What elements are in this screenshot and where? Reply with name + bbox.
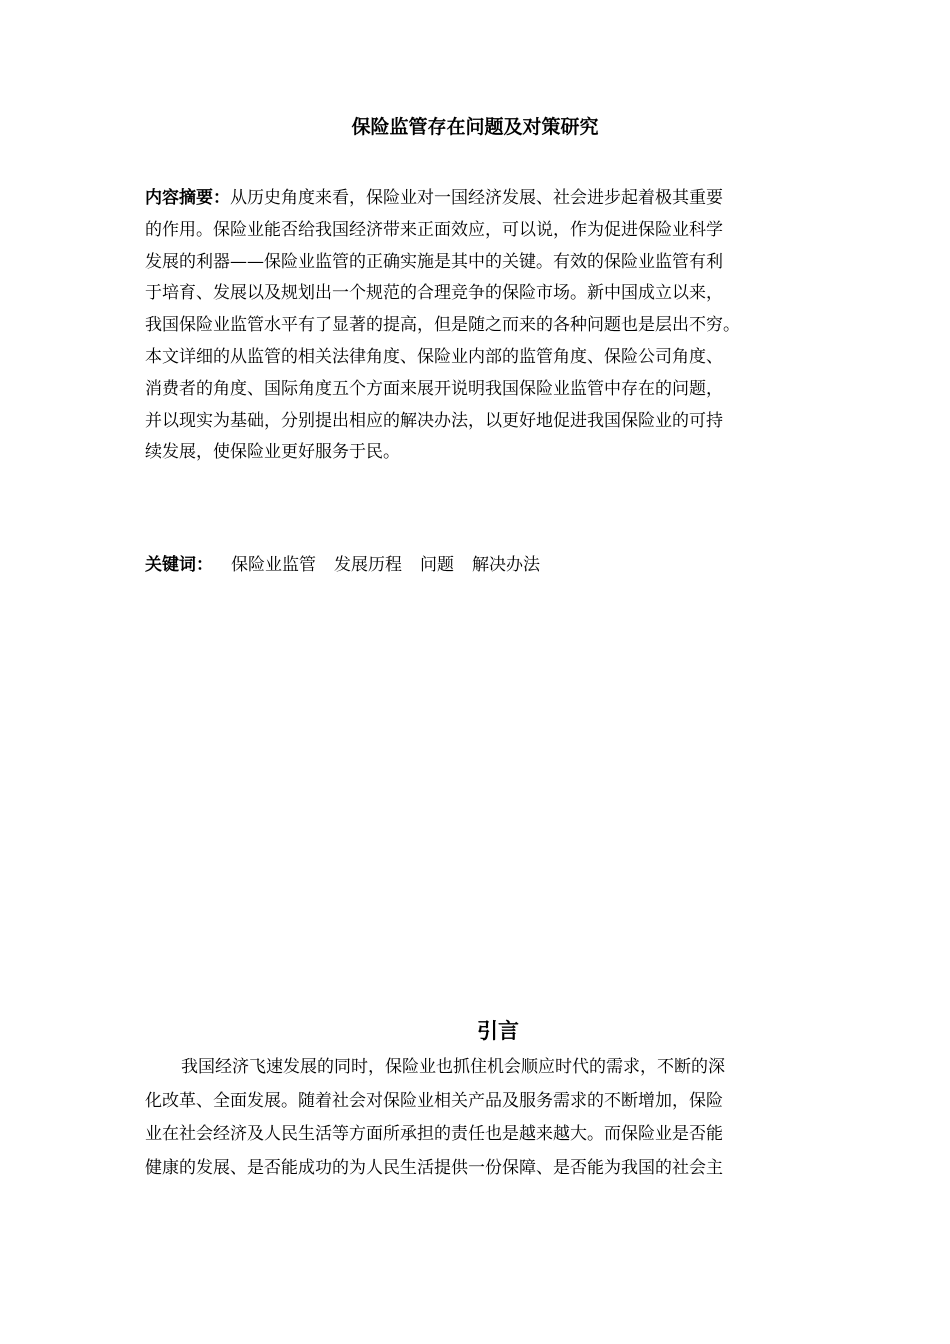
keyword: 问题: [420, 555, 454, 575]
abstract-text: 从历史角度来看，保险业对一国经济发展、社会进步起着极其重要: [230, 188, 723, 208]
introduction-line: 我国经济飞速发展的同时，保险业也抓住机会顺应时代的需求，不断的深: [181, 1057, 725, 1077]
abstract-line: 我国保险业监管水平有了显著的提高，但是随之而来的各种问题也是层出不穷。: [145, 315, 740, 336]
abstract-line: 续发展，使保险业更好服务于民。: [145, 442, 400, 463]
keywords-line: [145, 550, 809, 581]
abstract-line: 于培育、发展以及规划出一个规范的合理竞争的保险市场。新中国成立以来，: [145, 283, 723, 304]
abstract-line: 发展的利器——保险业监管的正确实施是其中的关键。有效的保险业监管有利: [145, 251, 723, 272]
abstract-line: 本文详细的从监管的相关法律角度、保险业内部的监管角度、保险公司角度、: [145, 346, 723, 367]
introduction-paragraph: [145, 1051, 809, 1185]
abstract-line: [145, 183, 809, 215]
abstract-line: 消费者的角度、国际角度五个方面来展开说明我国保险业监管中存在的问题，: [145, 378, 723, 399]
document-title: 保险监管存在问题及对策研究: [351, 116, 599, 138]
introduction-line: 化改革、全面发展。随着社会对保险业相关产品及服务需求的不断增加，保险: [145, 1090, 723, 1111]
keyword: 解决办法: [472, 555, 540, 575]
abstract-label: 内容摘要：: [145, 188, 230, 208]
introduction-heading: 引言: [477, 1019, 519, 1043]
abstract-paragraph: [145, 183, 809, 469]
introduction-line: 业在社会经济及人民生活等方面所承担的责任也是越来越大。而保险业是否能: [145, 1124, 723, 1144]
abstract-line: 的作用。保险业能否给我国经济带来正面效应，可以说，作为促进保险业科学: [145, 219, 723, 240]
keywords-label: 关键词：: [145, 555, 213, 575]
keyword: 保险业监管: [231, 555, 316, 575]
introduction-line: 健康的发展、是否能成功的为人民生活提供一份保障、是否能为我国的社会主: [145, 1157, 723, 1178]
abstract-line: 并以现实为基础，分别提出相应的解决办法，以更好地促进我国保险业的可持: [145, 410, 723, 431]
keyword: 发展历程: [334, 555, 402, 575]
